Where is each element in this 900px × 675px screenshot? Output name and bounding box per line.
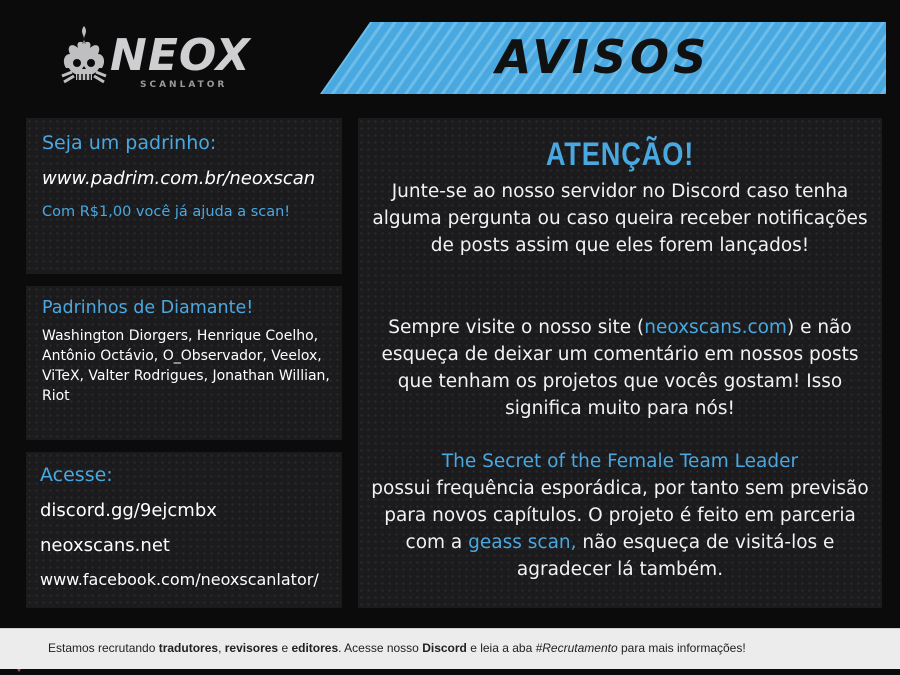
logo-wordmark: NEOX	[110, 30, 251, 81]
notice-paragraph-1-text: Junte-se ao nosso servidor no Discord caso tenha alguma pergunta ou caso queira receber notificações de posts assim que eles forem lançados!	[372, 181, 868, 256]
partner-link[interactable]: geass scan,	[468, 532, 577, 553]
banner-title: AVISOS	[495, 30, 711, 84]
notice-panel	[358, 118, 882, 608]
sponsor-link[interactable]: www.padrim.com.br/neoxscan	[42, 168, 316, 189]
diamond-sponsors-panel	[26, 286, 342, 440]
sponsor-note: Com R$1,00 você já ajuda a scan!	[42, 204, 291, 220]
notice-paragraph-3-end: não esqueça de visitá-los e agradecer lá também.	[516, 532, 835, 580]
notice-paragraph-2-before: Sempre visite o nosso site (	[388, 317, 645, 338]
footer-text-3: e	[278, 641, 292, 655]
recruitment-footer	[0, 628, 900, 669]
project-name: The Secret of the Female Team Leader	[441, 451, 799, 472]
notice-paragraph-3	[368, 448, 872, 583]
footer-text-5: e leia a aba	[466, 641, 536, 655]
sponsor-panel	[26, 118, 342, 274]
footer-text-1: Estamos recrutando	[48, 641, 159, 655]
facebook-link[interactable]: www.facebook.com/neoxscanlator/	[40, 570, 319, 589]
footer-text-2: ,	[218, 641, 225, 655]
sponsor-heading: Seja um padrinho:	[42, 132, 217, 154]
diamond-names: Washington Diorgers, Henrique Coelho, Antônio Octávio, O_Observador, Veelox, ViTeX, Valter Rodrigues, Jonathan Willian, Riot	[42, 328, 330, 404]
notice-paragraph-1	[368, 178, 872, 259]
neoxscans-link[interactable]: neoxscans.com	[644, 317, 787, 338]
footer-recruitment-tag: #Recrutamento	[535, 641, 618, 655]
footer-editors: editores	[291, 641, 339, 655]
avisos-banner	[320, 22, 886, 94]
neox-logo	[58, 22, 258, 94]
notice-title: ATENÇÃO!	[545, 136, 695, 172]
access-heading: Acesse:	[40, 464, 113, 486]
footer-reviewers: revisores	[224, 641, 279, 655]
flame-skull-icon	[58, 24, 110, 86]
logo-subtitle: SCANLATOR	[140, 80, 228, 90]
footer-text-4: . Acesse nosso	[338, 641, 423, 655]
access-panel	[26, 452, 342, 608]
footer-text-6: para mais informações!	[617, 641, 746, 655]
notice-paragraph-2-after: ) e não esqueça de deixar um comentário em nossos posts que tenham os projetos que vocês gostam! Isso significa muito para nós!	[381, 317, 859, 419]
notice-paragraph-2	[368, 314, 872, 422]
diamond-heading: Padrinhos de Diamante!	[42, 298, 254, 318]
recruitment-text	[48, 641, 746, 655]
notice-paragraph-3-mid: possui frequência esporádica, por tanto sem previsão para novos capítulos. O projeto é feito em parceria com a	[371, 478, 869, 553]
site-link[interactable]: neoxscans.net	[40, 535, 170, 556]
footer-discord[interactable]: Discord	[422, 641, 467, 655]
footer-translators: tradutores	[158, 641, 219, 655]
discord-link[interactable]: discord.gg/9ejcmbx	[40, 500, 217, 521]
